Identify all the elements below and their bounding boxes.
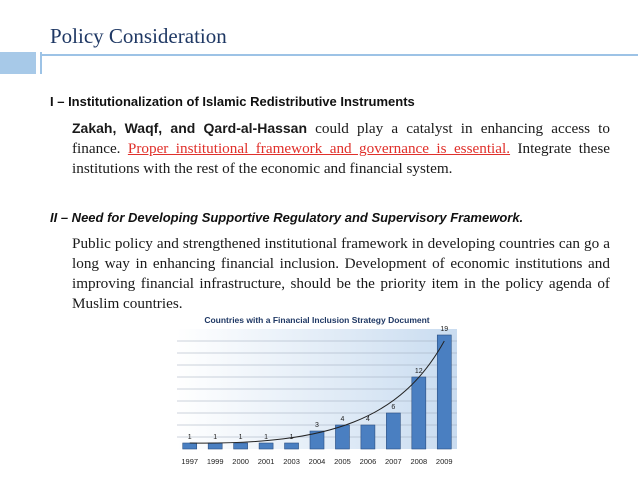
tick-1999: 1999: [206, 457, 224, 466]
tick-2003: 2003: [283, 457, 300, 466]
data-label-2001: 1: [264, 434, 269, 441]
tick-2009: 2009: [435, 457, 453, 466]
bar-1997: [183, 443, 197, 449]
bar-2005: [335, 425, 349, 449]
tick-2006: 2006: [359, 457, 377, 466]
inclusion-chart: [172, 312, 467, 472]
section1-heading: I – Institutionalization of Islamic Redistributive Instruments: [50, 94, 415, 109]
bar-2007: [386, 413, 400, 449]
data-label-2003: 1: [289, 434, 294, 441]
data-label-2006: 4: [365, 416, 370, 423]
tick-2001: 2001: [257, 457, 275, 466]
data-label-2000: 1: [238, 434, 243, 441]
bar-2006: [361, 425, 375, 449]
bar-1999: [208, 443, 222, 449]
section2-paragraph: Public policy and strengthened institutional framework in developing countries can go a long way in enhancing financial inclusion. Development of economic institutions and improving financial infrastructure, should be the priority item in the policy agenda of Muslim countries.: [72, 235, 610, 312]
chart-title: Countries with a Financial Inclusion Strategy Document: [204, 315, 430, 325]
title-decoration: [0, 52, 638, 74]
bar-2009: [437, 335, 451, 449]
governance-link: Proper institutional framework and governance is essential.: [127, 140, 511, 157]
bar-2001: [259, 443, 273, 449]
tick-2004: 2004: [308, 457, 326, 466]
page-title: Policy Consideration: [50, 24, 227, 48]
instruments-bold: Zakah, Waqf, and Qard-al-Hassan: [72, 120, 308, 136]
title-divider: [40, 52, 42, 74]
section1-text2: Integrate these institutions with the rest of the economic and financial system.: [72, 140, 610, 177]
section2-heading: II – Need for Developing Supportive Regulatory and Supervisory Framework.: [50, 210, 524, 225]
data-label-2008: 12: [414, 368, 423, 375]
bar-2003: [285, 443, 299, 449]
tick-2007: 2007: [385, 457, 402, 466]
data-label-2005: 4: [340, 416, 345, 423]
data-label-1997: 1: [187, 434, 192, 441]
section1-text1: could play a catalyst in enhancing access to finance.: [72, 120, 610, 157]
tick-1997: 1997: [181, 457, 199, 466]
data-label-2009: 19: [440, 326, 449, 333]
data-label-2004: 3: [315, 422, 319, 429]
section1-paragraph: [72, 118, 610, 179]
data-label-1999: 1: [213, 434, 218, 441]
data-label-2007: 6: [391, 404, 396, 411]
tick-2008: 2008: [410, 457, 428, 466]
x-tick-labels: [181, 457, 452, 466]
tick-2005: 2005: [334, 457, 351, 466]
bar-2008: [412, 377, 426, 449]
tick-2000: 2000: [232, 457, 249, 466]
bar-2000: [234, 443, 248, 449]
